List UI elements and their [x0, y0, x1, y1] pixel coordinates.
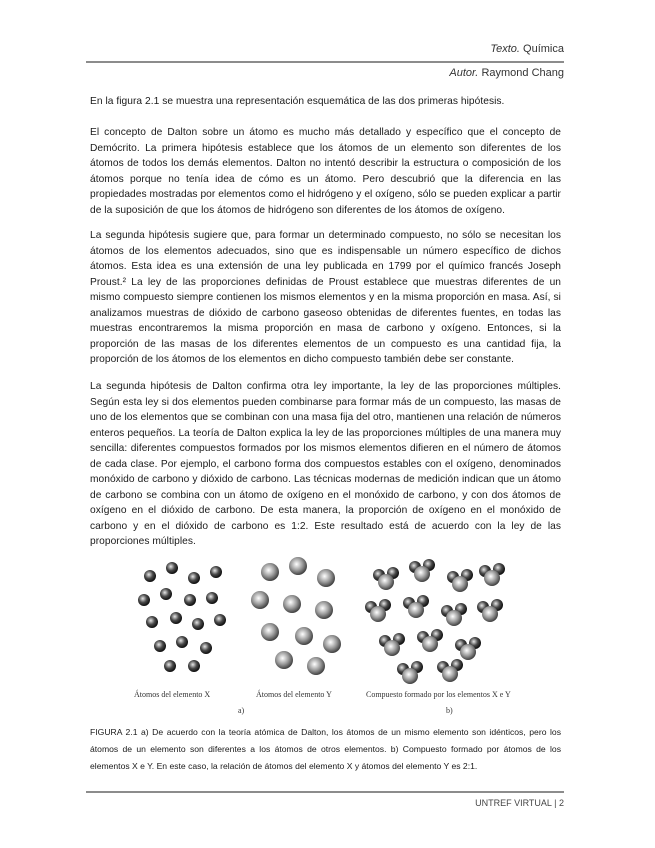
molecule-atom-y — [482, 606, 498, 622]
molecule-atom-y — [460, 644, 476, 660]
atoms-illustration — [120, 548, 560, 718]
molecule-atom-y — [402, 668, 418, 684]
paragraph-1: En la figura 2.1 se muestra una representación esquemática de las dos primeras hipótesis. — [90, 96, 505, 107]
molecule-atom-y — [446, 610, 462, 626]
author-label: Autor. — [449, 67, 479, 79]
molecule-atom-y — [408, 602, 424, 618]
panel-a-label: a) — [238, 706, 245, 715]
atom-x — [164, 660, 176, 672]
atom-x — [170, 612, 182, 624]
molecule-atom-y — [384, 640, 400, 656]
atom-y — [295, 627, 313, 645]
atom-x — [160, 588, 172, 600]
paragraph-4: La segunda hipótesis de Dalton confirma otra ley importante, la ley de las proporciones múltiples. Según esta ley si dos elementos pueden combinarse para formar más de un compuesto, las masas de uno de los elementos que se combinan con una masa fija del otro, mantienen una relación de números enteros pequeños. La teoría de Dalton explica la ley de las proporciones múltiples de una manera muy sencilla: diferentes compuestos formados por los mismos elementos difieren en el número de átomos de cada clase. Por ejemplo, el carbono forma dos compuestos estables con el oxígeno, denominados monóxido de carbono y dióxido de carbono. Las técnicas modernas de medición indican que un átomo de carbono se combina con un átomo de oxígeno en el monóxido de carbono, y con dos átomos de oxígeno en el dióxido de carbono. De esta manera, la proporción de oxígeno en el monóxido de carbono y en el dióxido de carbono es 1:2. Este resultado está de acuerdo con la ley de las proporciones múltiples. — [90, 381, 561, 547]
element-y-atoms — [251, 557, 341, 675]
header-divider — [86, 61, 564, 63]
atom-x — [176, 636, 188, 648]
author-value: Raymond Chang — [481, 67, 564, 79]
atom-x — [154, 640, 166, 652]
text-value: Química — [523, 43, 564, 55]
text-label: Texto. — [490, 43, 520, 55]
molecule-atom-y — [442, 666, 458, 682]
atom-y — [317, 569, 335, 587]
molecule-atom-y — [452, 576, 468, 592]
atom-y — [251, 591, 269, 609]
footer-divider — [86, 791, 564, 793]
page-number: 2 — [558, 798, 564, 808]
atom-x — [188, 660, 200, 672]
atom-x — [188, 572, 200, 584]
label-compound-xy: Compuesto formado por los elementos X e Y — [366, 690, 511, 699]
compound-xy-molecules — [365, 559, 505, 684]
atom-x — [144, 570, 156, 582]
atom-y — [307, 657, 325, 675]
atom-x — [210, 566, 222, 578]
figure-caption: FIGURA 2.1 a) De acuerdo con la teoría atómica de Dalton, los átomos de un mismo elemento son idénticos, pero los átomos de un elemento son diferentes a los átomos de otros elementos. b) Compuesto formado por átomos de los elementos X e Y. En este caso, la relación de átomos del elemento X y átomos del elemento Y es 2:1. — [90, 727, 561, 771]
atom-x — [166, 562, 178, 574]
atom-y — [323, 635, 341, 653]
molecule-atom-y — [484, 570, 500, 586]
atom-y — [261, 623, 279, 641]
paragraph-2: El concepto de Dalton sobre un átomo es mucho más detallado y específico que el concepto de Demócrito. La primera hipótesis establece que los átomos de un elemento son diferentes de los átomos de todos los demás elementos. Dalton no intentó describir la estructura o composición de los átomos porque no tenía idea de cómo es un átomo. Pero descubrió que la diferencia en las propiedades mostradas por elementos como el hidrógeno y el oxígeno, sólo se pueden explicar a partir de la suposición de que los átomos de hidrógeno son diferentes de los átomos de oxígeno. — [90, 127, 561, 216]
paragraph-3: La segunda hipótesis sugiere que, para formar un determinado compuesto, no sólo se necesitan los átomos de los elementos adecuados, sino que es indispensable un número específico de dichos átomos. Esta idea es una extensión de una ley publicada en 1799 por el químico francés Joseph Proust.² La ley de las proporciones definidas de Proust establece que muestras diferentes de un mismo compuesto siempre contienen los mismos elementos y en la misma proporción en masa. Así, si analizamos muestras de dióxido de carbono gaseoso obtenidas de diferentes fuentes, en todas las muestras encontraremos la misma proporción en masa de carbono y oxígeno. Entonces, si la proporción de las masas de los diferentes elementos de un compuesto es una cantidad fija, la proporción de los átomos de los elementos en dicho compuesto también debe ser constante. — [90, 230, 561, 365]
atom-x — [192, 618, 204, 630]
header-author — [449, 67, 564, 79]
molecule-atom-y — [378, 574, 394, 590]
molecule-atom-y — [422, 636, 438, 652]
atom-y — [315, 601, 333, 619]
atom-x — [184, 594, 196, 606]
molecule-atom-y — [414, 566, 430, 582]
element-x-atoms — [138, 562, 226, 672]
atom-x — [206, 592, 218, 604]
footer-org: UNTREF VIRTUAL — [475, 798, 552, 808]
atom-y — [275, 651, 293, 669]
footer-separator: | — [554, 798, 557, 808]
atom-x — [138, 594, 150, 606]
molecule-atom-y — [370, 606, 386, 622]
header-text — [490, 43, 564, 55]
label-element-x: Átomos del elemento X — [134, 690, 211, 699]
label-element-y: Átomos del elemento Y — [256, 690, 332, 699]
atom-x — [200, 642, 212, 654]
footer — [475, 798, 564, 808]
panel-b-label: b) — [446, 706, 453, 715]
atom-y — [283, 595, 301, 613]
figure-2-1 — [120, 548, 560, 718]
atom-x — [214, 614, 226, 626]
atom-y — [261, 563, 279, 581]
atom-x — [146, 616, 158, 628]
atom-y — [289, 557, 307, 575]
